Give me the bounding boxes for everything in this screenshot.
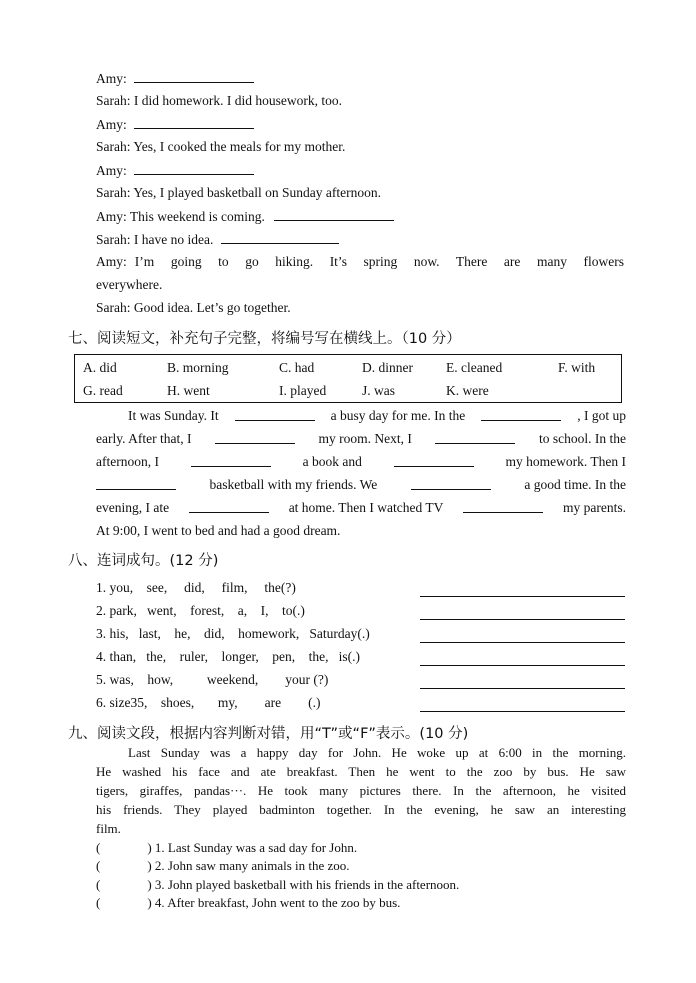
dialogue-line-7: Amy: This weekend is coming. (96, 208, 394, 225)
word-bank (74, 354, 622, 403)
word-option: G. read (83, 383, 123, 398)
answer-line[interactable] (420, 641, 625, 643)
section-9-title: 九、阅读文段，根据内容判断对错，用“T”或“F”表示。(10 分) (68, 726, 469, 742)
passage-7-line-4: basketball with my friends. We a good time. In the (96, 477, 626, 493)
word-option: D. dinner (362, 360, 413, 375)
dialogue-line-8: Sarah: I have no idea. (96, 231, 339, 248)
dialogue-line-11: Sarah: Good idea. Let’s go together. (96, 300, 291, 315)
dialogue-line-1: Amy: (96, 70, 254, 87)
tf-question-1: ( ) 1. Last Sunday was a sad day for John. (96, 840, 358, 855)
answer-blank[interactable] (411, 477, 491, 490)
scrambled-sentence-4: 4. than, the, ruler, longer, pen, the, is(.) (96, 649, 361, 664)
passage-7-line-3: afternoon, I a book and my homework. Then I (96, 454, 626, 469)
section-7-title: 七、阅读短文，补充句子完整，将编号写在横线上。（10 分） (68, 331, 461, 347)
dialogue-line-9: Amy: I’m going to go hiking. It’s spring now. There are many flowers (96, 254, 624, 269)
word-option: C. had (279, 360, 315, 375)
answer-line[interactable] (420, 595, 625, 597)
answer-blank[interactable] (435, 431, 515, 444)
tf-question-2: ( ) 2. John saw many animals in the zoo. (96, 858, 350, 873)
answer-line[interactable] (420, 687, 625, 689)
dialogue-line-4: Sarah: Yes, I cooked the meals for my mother. (96, 139, 346, 154)
answer-blank[interactable] (235, 408, 315, 421)
section-8-title: 八、连词成句。(12 分) (68, 553, 219, 569)
dialogue-line-3: Amy: (96, 116, 254, 133)
answer-line[interactable] (420, 710, 625, 712)
scrambled-sentence-3: 3. his, last, he, did, homework, Saturday(.) (96, 626, 370, 641)
answer-blank[interactable] (215, 431, 295, 444)
answer-blank[interactable] (481, 408, 561, 421)
tf-question-3: ( ) 3. John played basketball with his friends in the afternoon. (96, 877, 460, 892)
word-option: F. with (558, 360, 596, 375)
dialogue-line-5: Amy: (96, 162, 254, 179)
answer-line[interactable] (420, 664, 625, 666)
scrambled-sentence-1: 1. you, see, did, film, the(?) (96, 580, 296, 595)
answer-paren[interactable]: ( (96, 840, 101, 855)
answer-blank[interactable] (394, 454, 474, 467)
answer-blank[interactable] (134, 70, 254, 83)
dialogue-line-2: Sarah: I did homework. I did housework, too. (96, 93, 342, 108)
answer-blank[interactable] (189, 500, 269, 513)
answer-blank[interactable] (191, 454, 271, 467)
answer-blank[interactable] (221, 231, 339, 244)
dialogue-line-6: Sarah: Yes, I played basketball on Sunday afternoon. (96, 185, 381, 200)
scrambled-sentence-6: 6. size35, shoes, my, are (.) (96, 695, 321, 710)
word-option: A. did (83, 360, 117, 375)
answer-blank[interactable] (463, 500, 543, 513)
passage-9-line-5: film. (96, 821, 121, 836)
answer-paren[interactable]: ( (96, 895, 101, 910)
passage-9-line-1: Last Sunday was a happy day for John. He woke up at 6:00 in the morning. (128, 745, 626, 760)
word-option: I. played (279, 383, 327, 398)
passage-9-line-3: tigers, giraffes, pandas···. He took many pictures there. In the afternoon, he visited (96, 783, 626, 798)
answer-paren[interactable]: ( (96, 877, 101, 892)
dialogue-line-10: everywhere. (96, 277, 163, 292)
answer-blank[interactable] (134, 162, 254, 175)
answer-blank[interactable] (96, 477, 176, 490)
answer-paren[interactable]: ( (96, 858, 101, 873)
passage-7-line-1: It was Sunday. It a busy day for me. In the , I got up (128, 408, 626, 423)
word-option: E. cleaned (446, 360, 503, 375)
passage-7-line-5: evening, I ate at home. Then I watched TV my parents. (96, 500, 626, 515)
word-option: B. morning (167, 360, 229, 375)
scrambled-sentence-5: 5. was, how, weekend, your (?) (96, 672, 329, 687)
answer-line[interactable] (420, 618, 625, 620)
passage-9-line-2: He washed his face and ate breakfast. Then he went to the zoo by bus. He saw (96, 764, 626, 779)
tf-question-4: ( ) 4. After breakfast, John went to the zoo by bus. (96, 895, 401, 910)
passage-7-line-6: At 9:00, I went to bed and had a good dream. (96, 523, 341, 538)
scrambled-sentence-2: 2. park, went, forest, a, I, to(.) (96, 603, 305, 618)
passage-9-line-4: his friends. They played badminton together. In the evening, he saw an interesting (96, 802, 626, 817)
answer-blank[interactable] (134, 116, 254, 129)
word-option: K. were (446, 383, 489, 398)
word-option: J. was (362, 383, 395, 398)
passage-7-line-2: early. After that, I my room. Next, I to school. In the (96, 431, 626, 446)
word-option: H. went (167, 383, 210, 398)
answer-blank[interactable] (274, 208, 394, 221)
